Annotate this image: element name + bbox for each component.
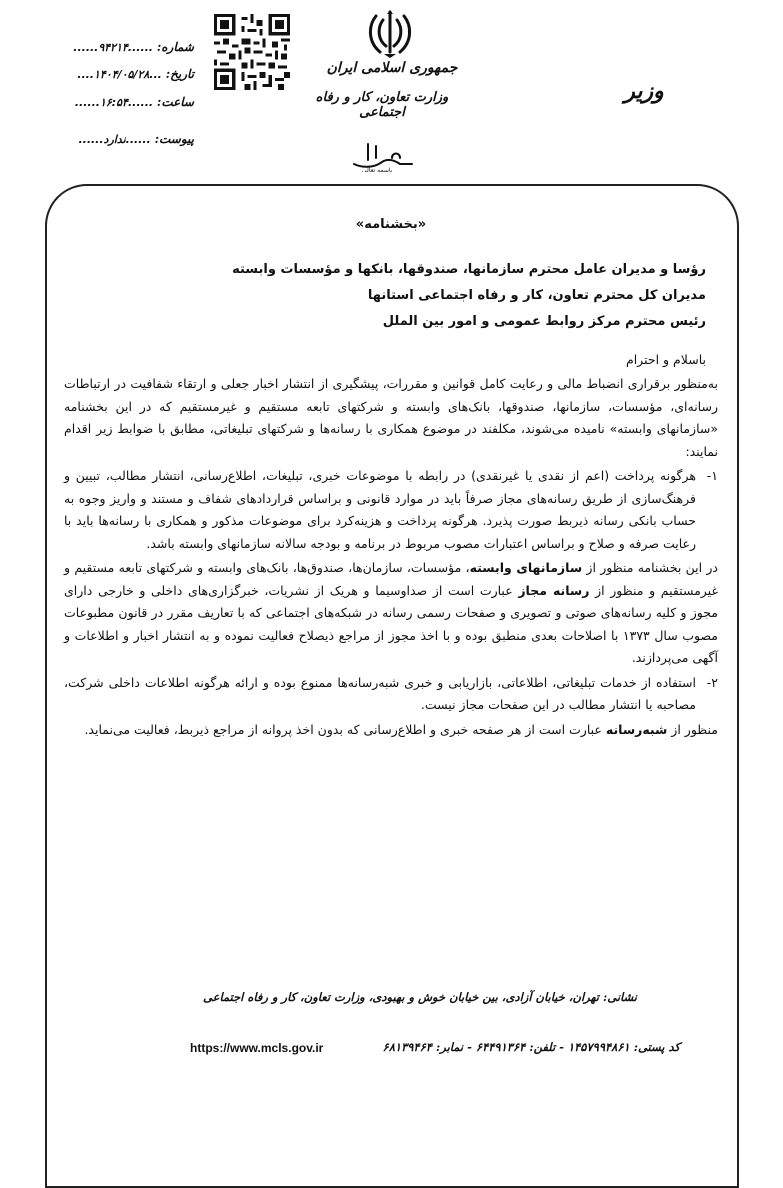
meta-time-value: ......۱۶:۵۴...... xyxy=(74,96,154,109)
clause-2-number: ۲- xyxy=(706,674,718,690)
meta-attachment xyxy=(44,132,194,146)
clause-1 xyxy=(64,465,718,555)
def1-term-affiliated: سازمانهای وابسته xyxy=(469,560,583,575)
def1-term-authorized-media: رسانه مجاز xyxy=(518,582,590,598)
clause-1-number: ۱- xyxy=(706,468,718,483)
footer-contact: کد پستی: ۱۴۵۷۹۹۴۸۶۱ - تلفن: ۶۴۴۹۱۳۶۴ - نمابر: ۶۸۱۳۹۴۶۴ xyxy=(382,1040,680,1054)
greeting: باسلام و احترام xyxy=(625,351,706,367)
meta-date xyxy=(44,67,194,81)
def2-term-quasi-media: شبه‌رسانه xyxy=(605,721,668,737)
letter-title: «بخشنامه» xyxy=(355,217,427,232)
definition-paragraph-2 xyxy=(64,719,718,742)
meta-attachment-label: پیوست: xyxy=(154,132,194,146)
iran-emblem-icon xyxy=(366,8,414,60)
clause-2 xyxy=(64,672,718,717)
ministry-name: وزارت تعاون، کار و رفاه اجتماعی xyxy=(315,90,449,120)
website-link[interactable]: https://www.mcls.gov.ir xyxy=(190,1041,324,1055)
country-name: جمهوری اسلامی ایران xyxy=(326,60,458,76)
meta-number-value: ......۹۴۲۱۴...... xyxy=(73,41,153,54)
meta-number-label: شماره: xyxy=(156,40,194,54)
def1-post: عبارت است از صداوسیما و هریک از نشریات، خبرگزاری‌های داخلی و خارجی دارای مجوز و کلیه رسانه‌های صوتی و تصویری و صفحات رسمی رسانه در شبکه‌های اجتماعی که با تعاریف مقرر در قانون مطبوعات مصوب سال ۱۳۷۳ با اصلاحات بعدی منطبق بوده و با اخذ مجوز از مراجع ذیصلاح فعالیت نموده و به انتشار اخبار و اطلاعات و آگهی می‌پردازند. xyxy=(64,582,718,665)
motto-text: باسمه تعالی xyxy=(362,167,393,172)
def2-post: عبارت است از هر صفحه خبری و اطلاع‌رسانی که بدون اخذ پروانه از مراجع ذیربط، فعالیت می‌نماید. xyxy=(84,721,602,737)
addressee-3: رئیس محترم مرکز روابط عمومی و امور بین الملل xyxy=(382,313,706,329)
definition-paragraph-1 xyxy=(64,557,718,670)
meta-time-label: ساعت: xyxy=(156,95,194,109)
qr-code-icon xyxy=(214,14,290,90)
clause-1-text: هرگونه پرداخت (اعم از نقدی یا غیرنقدی) در رابطه با موضوعات خبری، تبلیغات، اطلاع‌رسانی، انتشار مطالب، تبیین و فرهنگ‌سازی از طریق رسانه‌های مجاز صرفاً باید در موارد قانونی و براساس قراردادهای شفاف و مستند و واریز وجوه به حساب بانکی رسانه ذیربط صورت پذیرد. هرگونه پرداخت و هزینه‌کرد برای موضوعات مذکور و همکاری با رسانه‌ها باید با رعایت صرفه و صلاح و براساس اعتبارات مصوب مربوط در برنامه و بودجه سالانه سازمانهای وابسته باشد. xyxy=(64,468,696,551)
meta-time xyxy=(44,95,194,109)
footer-address: نشانی: تهران، خیابان آزادی، بین خیابان خوش و بهبودی، وزارت تعاون، کار و رفاه اجتماعی xyxy=(203,990,637,1004)
letter-body xyxy=(64,214,718,743)
meta-number xyxy=(44,40,194,54)
meta-date-label: تاریخ: xyxy=(165,67,194,81)
minister-title: وزیر xyxy=(624,78,664,104)
meta-attachment-value: ......ندارد...... xyxy=(78,133,151,146)
def2-pre: منظور از xyxy=(671,721,718,737)
addressee-1: رؤسا و مدیران عامل محترم سازمانها، صندوقها، بانکها و مؤسسات وابسته xyxy=(232,261,706,277)
def1-mid: ، مؤسسات، سازمان‌ها، صندوق‌ها، بانک‌های وابسته و شرکتهای تابعه مستقیم و غیرمستقیم و منظور از xyxy=(64,560,718,598)
intro-paragraph: به‌منظور برقراری انضباط مالی و رعایت کامل قوانین و مقررات، پیشگیری از انتشار اخبار جعلی و ارتقاء شفافیت در ارتباطات رسانه‌ای، مؤسسات، سازمانها، صندوقها، بانک‌های وابسته و شرکتهای تابعه مستقیم و غیرمستقیم که در این بخشنامه «سازمانهای وابسته» نامیده می‌شوند، مکلفند در موضوع همکاری با رسانه‌ها و شرکتهای تبلیغاتی، مطابق با ضوابط زیر اقدام نمایند: xyxy=(64,376,718,459)
meta-date-value: ...۱۴۰۴/۰۵/۲۸.... xyxy=(77,68,162,81)
addressee-2: مدیران کل محترم تعاون، کار و رفاه اجتماعی استانها xyxy=(367,287,706,303)
def1-pre: در این بخشنامه منظور از xyxy=(586,560,718,575)
bismillah-calligraphy-icon xyxy=(348,138,418,172)
clause-2-text: استفاده از خدمات تبلیغاتی، اطلاعاتی، بازاریابی و خبری شبه‌رسانه‌ها ممنوع بوده و ارائه هرگونه اطلاعات داخلی شرکت، مصاحبه یا انتشار مطالب در این صفحات مجاز نیست. xyxy=(64,674,696,712)
